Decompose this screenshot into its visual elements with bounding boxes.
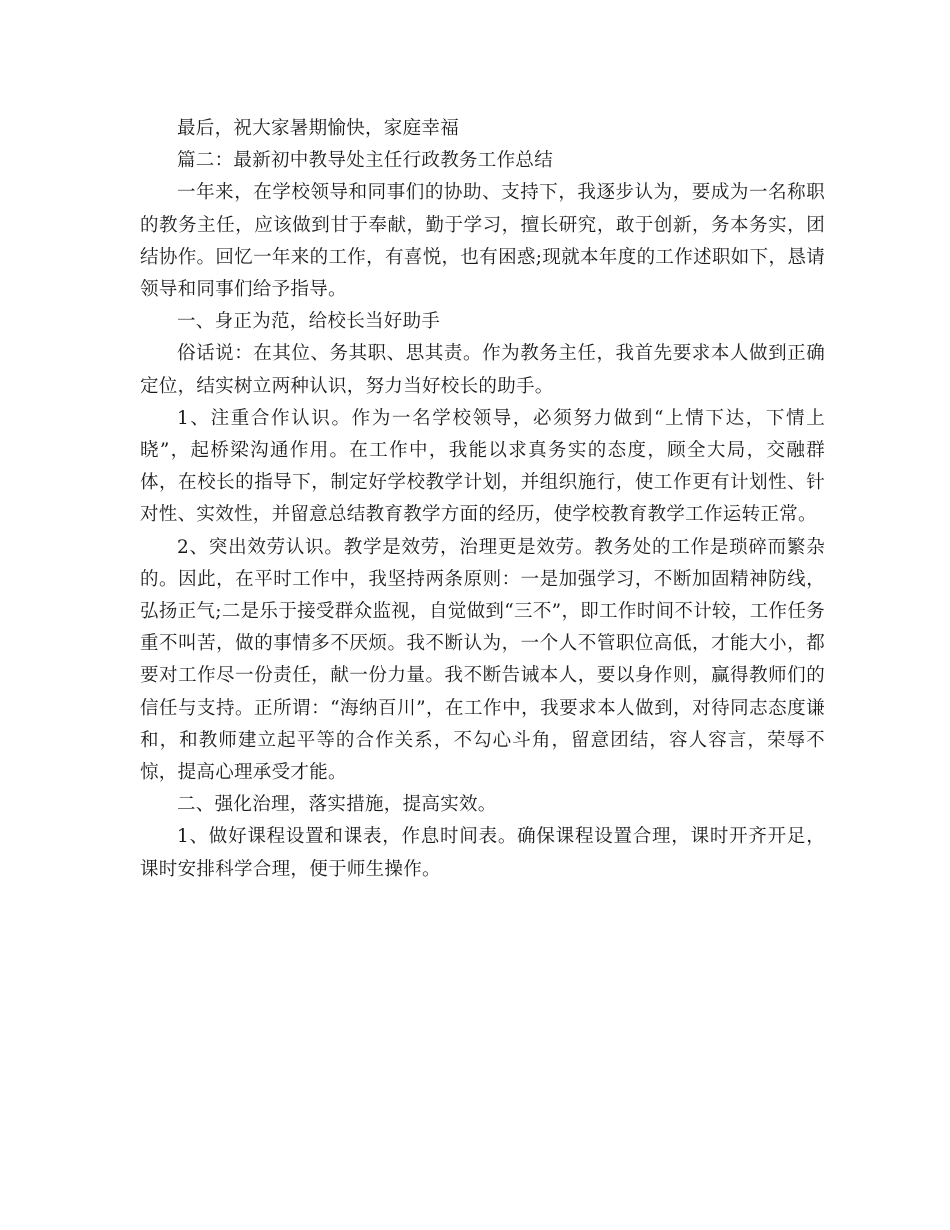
section-heading-2: 二、强化治理，落实措施，提高实效。	[177, 794, 497, 816]
document-body	[140, 113, 825, 886]
section-heading-1: 一、身正为范，给校长当好助手	[177, 311, 441, 333]
closing-wishes: 最后，祝大家暑期愉快，家庭幸福	[177, 118, 460, 139]
item-1-cooperation: 1、注重合作认识。作为一名学校领导，必须努力做到“上情下达，下情上晓”，起桥梁沟通作用。在工作中，我能以求真务实的态度，顾全大局，交融群体，在校长的指导下，制定好学校教学计划，并组织施行，使工作更有计划性、针对性、实效性，并留意总结教育教学方面的经历，使学校教育教学工作运转正常。	[140, 407, 825, 526]
article-title: 篇二：最新初中教导处主任行政教务工作总结	[177, 150, 554, 172]
section-1-paragraph: 俗话说：在其位、务其职、思其责。作为教务主任，我首先要求本人做到正确定位，结实树立两种认识，努力当好校长的助手。	[140, 343, 825, 397]
item-2-service: 2、突出效劳认识。教学是效劳，治理更是效劳。教务处的工作是琐碎而繁杂的。因此，在平时工作中，我坚持两条原则：一是加强学习，不断加固精神防线，弘扬正气;二是乐于接受群众监视，自觉做到“三不”，即工作时间不计较，工作任务重不叫苦，做的事情多不厌烦。我不断认为，一个人不管职位高低，才能大小，都要对工作尽一份责任，献一份力量。我不断告诫本人，要以身作则，赢得教师们的信任与支持。正所谓：“海纳百川”，在工作中，我要求本人做到，对待同志态度谦和，和教师建立起平等的合作关系，不勾心斗角，留意团结，容人容言，荣辱不惊，提高心理承受才能。	[140, 536, 825, 784]
intro-paragraph: 一年来，在学校领导和同事们的协助、支持下，我逐步认为，要成为一名称职的教务主任，应该做到甘于奉献，勤于学习，擅长研究，敢于创新，务本务实，团结协作。回忆一年来的工作，有喜悦，也有困惑;现就本年度的工作述职如下，恳请领导和同事们给予指导。	[140, 182, 825, 301]
item-1-curriculum: 1、做好课程设置和课表，作息时间表。确保课程设置合理，课时开齐开足，课时安排科学合理，便于师生操作。	[140, 826, 825, 880]
